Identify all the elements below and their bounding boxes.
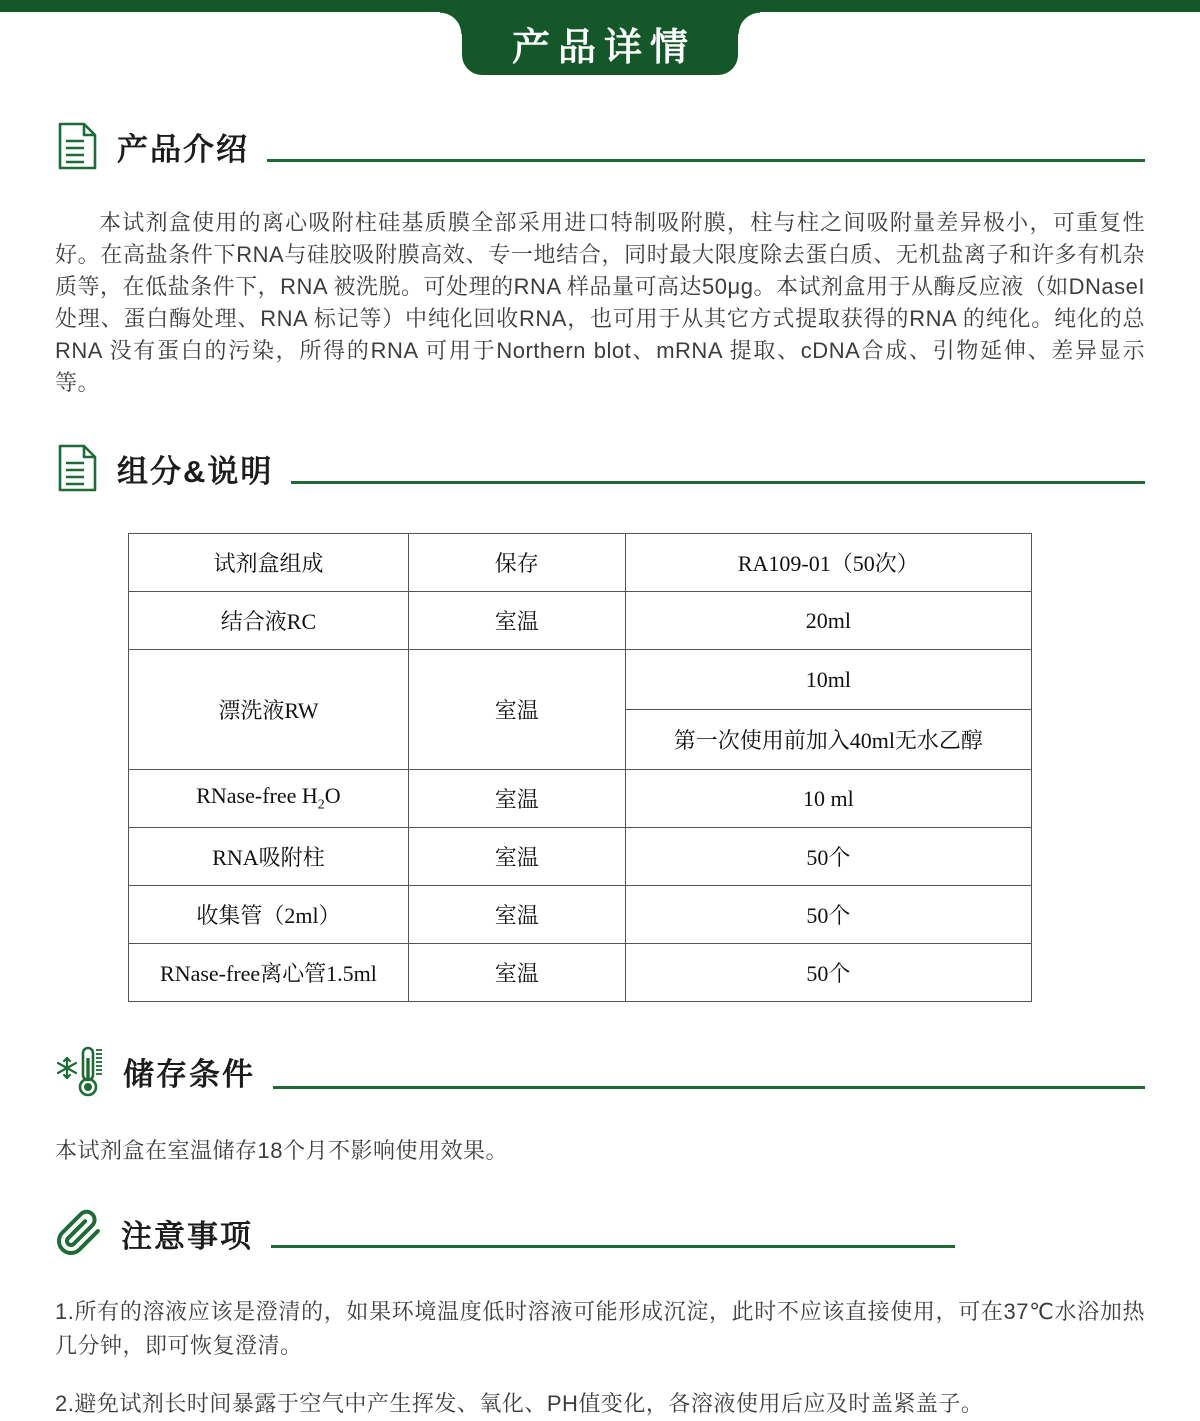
section-title-intro: 产品介绍 (117, 131, 249, 167)
section-title-components: 组分&说明 (117, 453, 274, 489)
paperclip-icon (55, 1209, 103, 1257)
banner-tab (462, 12, 738, 75)
intro-paragraph: 本试剂盒使用的离心吸附柱硅基质膜全部采用进口特制吸附膜，柱与柱之间吸附量差异极小，可重复性好。在高盐条件下RNA与硅胶吸附膜高效、专一地结合，同时最大限度除去蛋白质、无机盐离子和许多有机杂质等，在低盐条件下，RNA 被洗脱。可处理的RNA 样品量可高达50μg。本试剂盒用于从酶反应液（如DNaseI 处理、蛋白酶处理、RNA 标记等）中纯化回收RNA，也可用于从其它方式提取获得的RNA 的纯化。纯化的总RNA 没有蛋白的污染，所得的RNA 可用于Northern blot、mRNA 提取、cDNA合成、引物延伸、差异显示等。 (55, 210, 1145, 395)
table-cell: 试剂盒组成 (129, 534, 409, 592)
table-cell: 第一次使用前加入40ml无水乙醇 (625, 710, 1031, 770)
table-cell: RNase-free $H_2O$ (129, 770, 409, 828)
section-header-storage (55, 1044, 1145, 1098)
table-row (129, 886, 1032, 944)
page-title: 产品详情 (511, 27, 696, 69)
section-title-notes: 注意事项 (121, 1218, 253, 1254)
section-header-components (55, 443, 1145, 493)
table-cell: 50个 (625, 886, 1031, 944)
section-divider-line (271, 1245, 955, 1248)
storage-text: 本试剂盒在室温储存18个月不影响使用效果。 (55, 1138, 508, 1163)
table-cell: RNA吸附柱 (129, 828, 409, 886)
section-divider-line (291, 481, 1145, 484)
table-cell: 室温 (408, 770, 625, 828)
table-cell: RNase-free离心管1.5ml (129, 944, 409, 1002)
table-row-header (129, 534, 1032, 592)
table-cell: 结合液RC (129, 592, 409, 650)
note-item-2: 2.避免试剂长时间暴露于空气中产生挥发、氧化、PH值变化，各溶液使用后应及时盖紧盖子。 (55, 1391, 984, 1416)
table-row (129, 944, 1032, 1002)
table-cell: 室温 (408, 828, 625, 886)
table-cell: RA109-01（50次） (625, 534, 1031, 592)
table-cell: 50个 (625, 944, 1031, 1002)
banner-strip (0, 0, 1200, 12)
table-cell: 保存 (408, 534, 625, 592)
table-cell: 室温 (408, 944, 625, 1002)
table-row (129, 770, 1032, 828)
section-divider-line (273, 1086, 1145, 1089)
components-table (128, 533, 1032, 1002)
table-cell: 漂洗液RW (129, 650, 409, 770)
section-divider-line (267, 159, 1145, 162)
banner-corner-left (440, 12, 462, 34)
table-cell: 20ml (625, 592, 1031, 650)
banner-corner-right (738, 12, 760, 34)
table-row (129, 592, 1032, 650)
table-row (129, 650, 1032, 710)
page-banner (0, 0, 1200, 75)
section-title-storage: 储存条件 (123, 1056, 255, 1092)
table-cell: 10ml (625, 650, 1031, 710)
section-header-intro (55, 121, 1145, 171)
thermometer-snowflake-icon (55, 1044, 105, 1098)
section-header-notes (55, 1209, 1145, 1257)
table-cell: 10 ml (625, 770, 1031, 828)
table-cell: 室温 (408, 886, 625, 944)
note-item-1: 1.所有的溶液应该是澄清的，如果环境温度低时溶液可能形成沉淀，此时不应该直接使用，可在37℃水浴加热几分钟，即可恢复澄清。 (55, 1299, 1145, 1358)
table-row (129, 828, 1032, 886)
table-cell: 收集管（2ml） (129, 886, 409, 944)
document-icon (55, 121, 99, 171)
table-cell: 室温 (408, 650, 625, 770)
table-cell: 室温 (408, 592, 625, 650)
document-icon (55, 443, 99, 493)
table-cell: 50个 (625, 828, 1031, 886)
